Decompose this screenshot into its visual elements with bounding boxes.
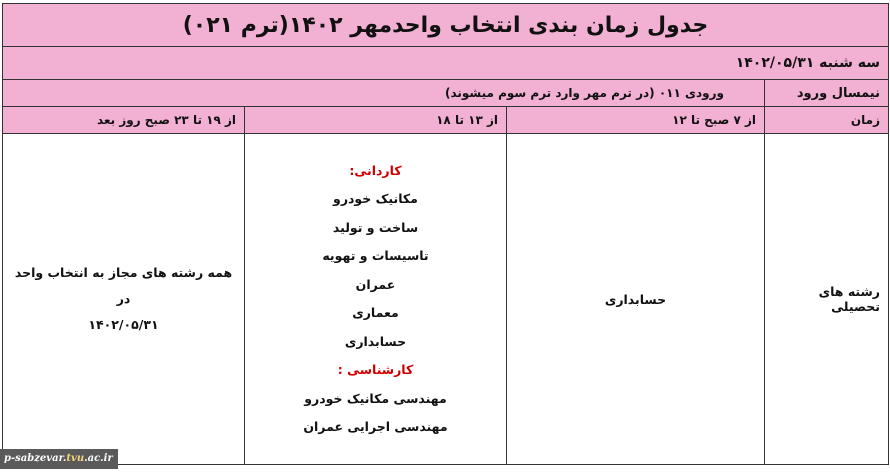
watermark-prefix: p-sabzevar. — [4, 453, 67, 464]
list-item: مهندسی اجرایی عمران — [303, 419, 448, 434]
list-item: معماری — [352, 305, 399, 320]
entry-value: ورودی ۰۱۱ (در ترم مهر وارد ترم سوم میشوند) — [3, 80, 765, 107]
fields-label: رشته های تحصیلی — [765, 134, 889, 465]
page-title: جدول زمان بندی انتخاب واحدمهر ۱۴۰۲(ترم ۰۲۱) — [3, 4, 889, 47]
header-time-label: زمان — [765, 107, 889, 134]
header-evening: از ۱۹ تا ۲۳ صبح روز بعد — [3, 107, 245, 134]
title-row — [3, 4, 889, 47]
morning-fields: حسابداری — [507, 134, 765, 465]
entry-row — [3, 80, 889, 107]
header-row — [3, 107, 889, 134]
entry-label: نیمسال ورود — [765, 80, 889, 107]
bachelor-heading: کارشناسی : — [337, 362, 414, 377]
watermark-brand: tvu — [66, 453, 85, 464]
watermark-suffix: .ac.ir — [84, 453, 113, 464]
evening-fields — [3, 134, 245, 465]
evening-line-1: همه رشته های مجاز به انتخاب واحد در — [14, 265, 233, 306]
date-row — [3, 47, 889, 80]
list-item: حسابداری — [344, 333, 407, 349]
list-item: مهندسی مکانیک خودرو — [304, 390, 447, 406]
associate-heading: کاردانی: — [349, 162, 402, 178]
list-item: مکانیک خودرو — [333, 191, 418, 206]
date-line: سه شنبه ۱۴۰۲/۰۵/۳۱ — [3, 47, 889, 80]
list-item: تاسیسات و تهویه — [322, 248, 429, 263]
header-afternoon: از ۱۳ تا ۱۸ — [245, 107, 507, 134]
list-item: ساخت و تولید — [332, 219, 419, 235]
header-morning: از ۷ صبح تا ۱۲ — [507, 107, 765, 134]
afternoon-fields — [245, 134, 507, 465]
site-watermark — [0, 449, 118, 469]
list-item: عمران — [355, 276, 396, 292]
evening-line-2: ۱۴۰۲/۰۵/۳۱ — [88, 317, 159, 332]
fields-row — [3, 134, 889, 465]
schedule-table — [2, 3, 889, 465]
